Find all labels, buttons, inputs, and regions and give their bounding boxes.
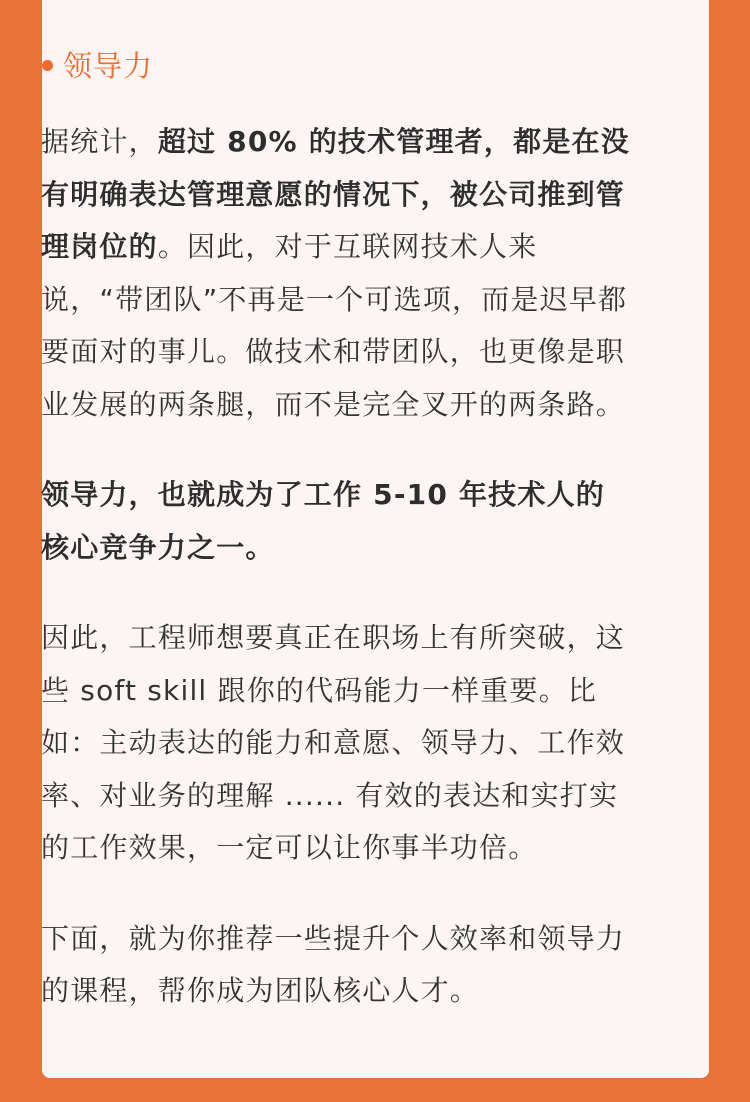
paragraph-recommendation: 下面，就为你推荐一些提升个人效率和领导力的课程，帮你成为团队核心人才。 <box>41 921 626 1007</box>
paragraph-statistics-highlight: 超过 80% 的技术管理者，都是在没有明确表达管理意愿的情况下，被公司推到管理岗位的 <box>41 125 630 263</box>
paragraph-leadership-emphasis: 领导力，也就成为了工作 5-10 年技术人的核心竞争力之一。 <box>41 478 605 564</box>
paragraph-statistics-intro: 据统计， <box>41 125 158 158</box>
paragraph-statistics-rest: 。因此，对于互联网技术人来说，“带团队”不再是一个可选项，而是迟早都要面对的事儿。做技术和带团队，也更像是职业发展的两条腿，而不是完全叉开的两条路。 <box>41 230 628 421</box>
paragraph-soft-skills: 因此，工程师想要真正在职场上有所突破，这些 soft skill 跟你的代码能力一样重要。比如：主动表达的能力和意愿、领导力、工作效率、对业务的理解 ...... 有效的表达和实打实的工作效果，一定可以让你事半功倍。 <box>41 621 626 864</box>
section-heading-text: 领导力 <box>63 48 154 83</box>
section-heading <box>42 40 153 88</box>
article-body <box>41 116 631 1018</box>
bullet-dot-icon <box>42 60 53 71</box>
paragraph-statistics <box>41 116 631 431</box>
